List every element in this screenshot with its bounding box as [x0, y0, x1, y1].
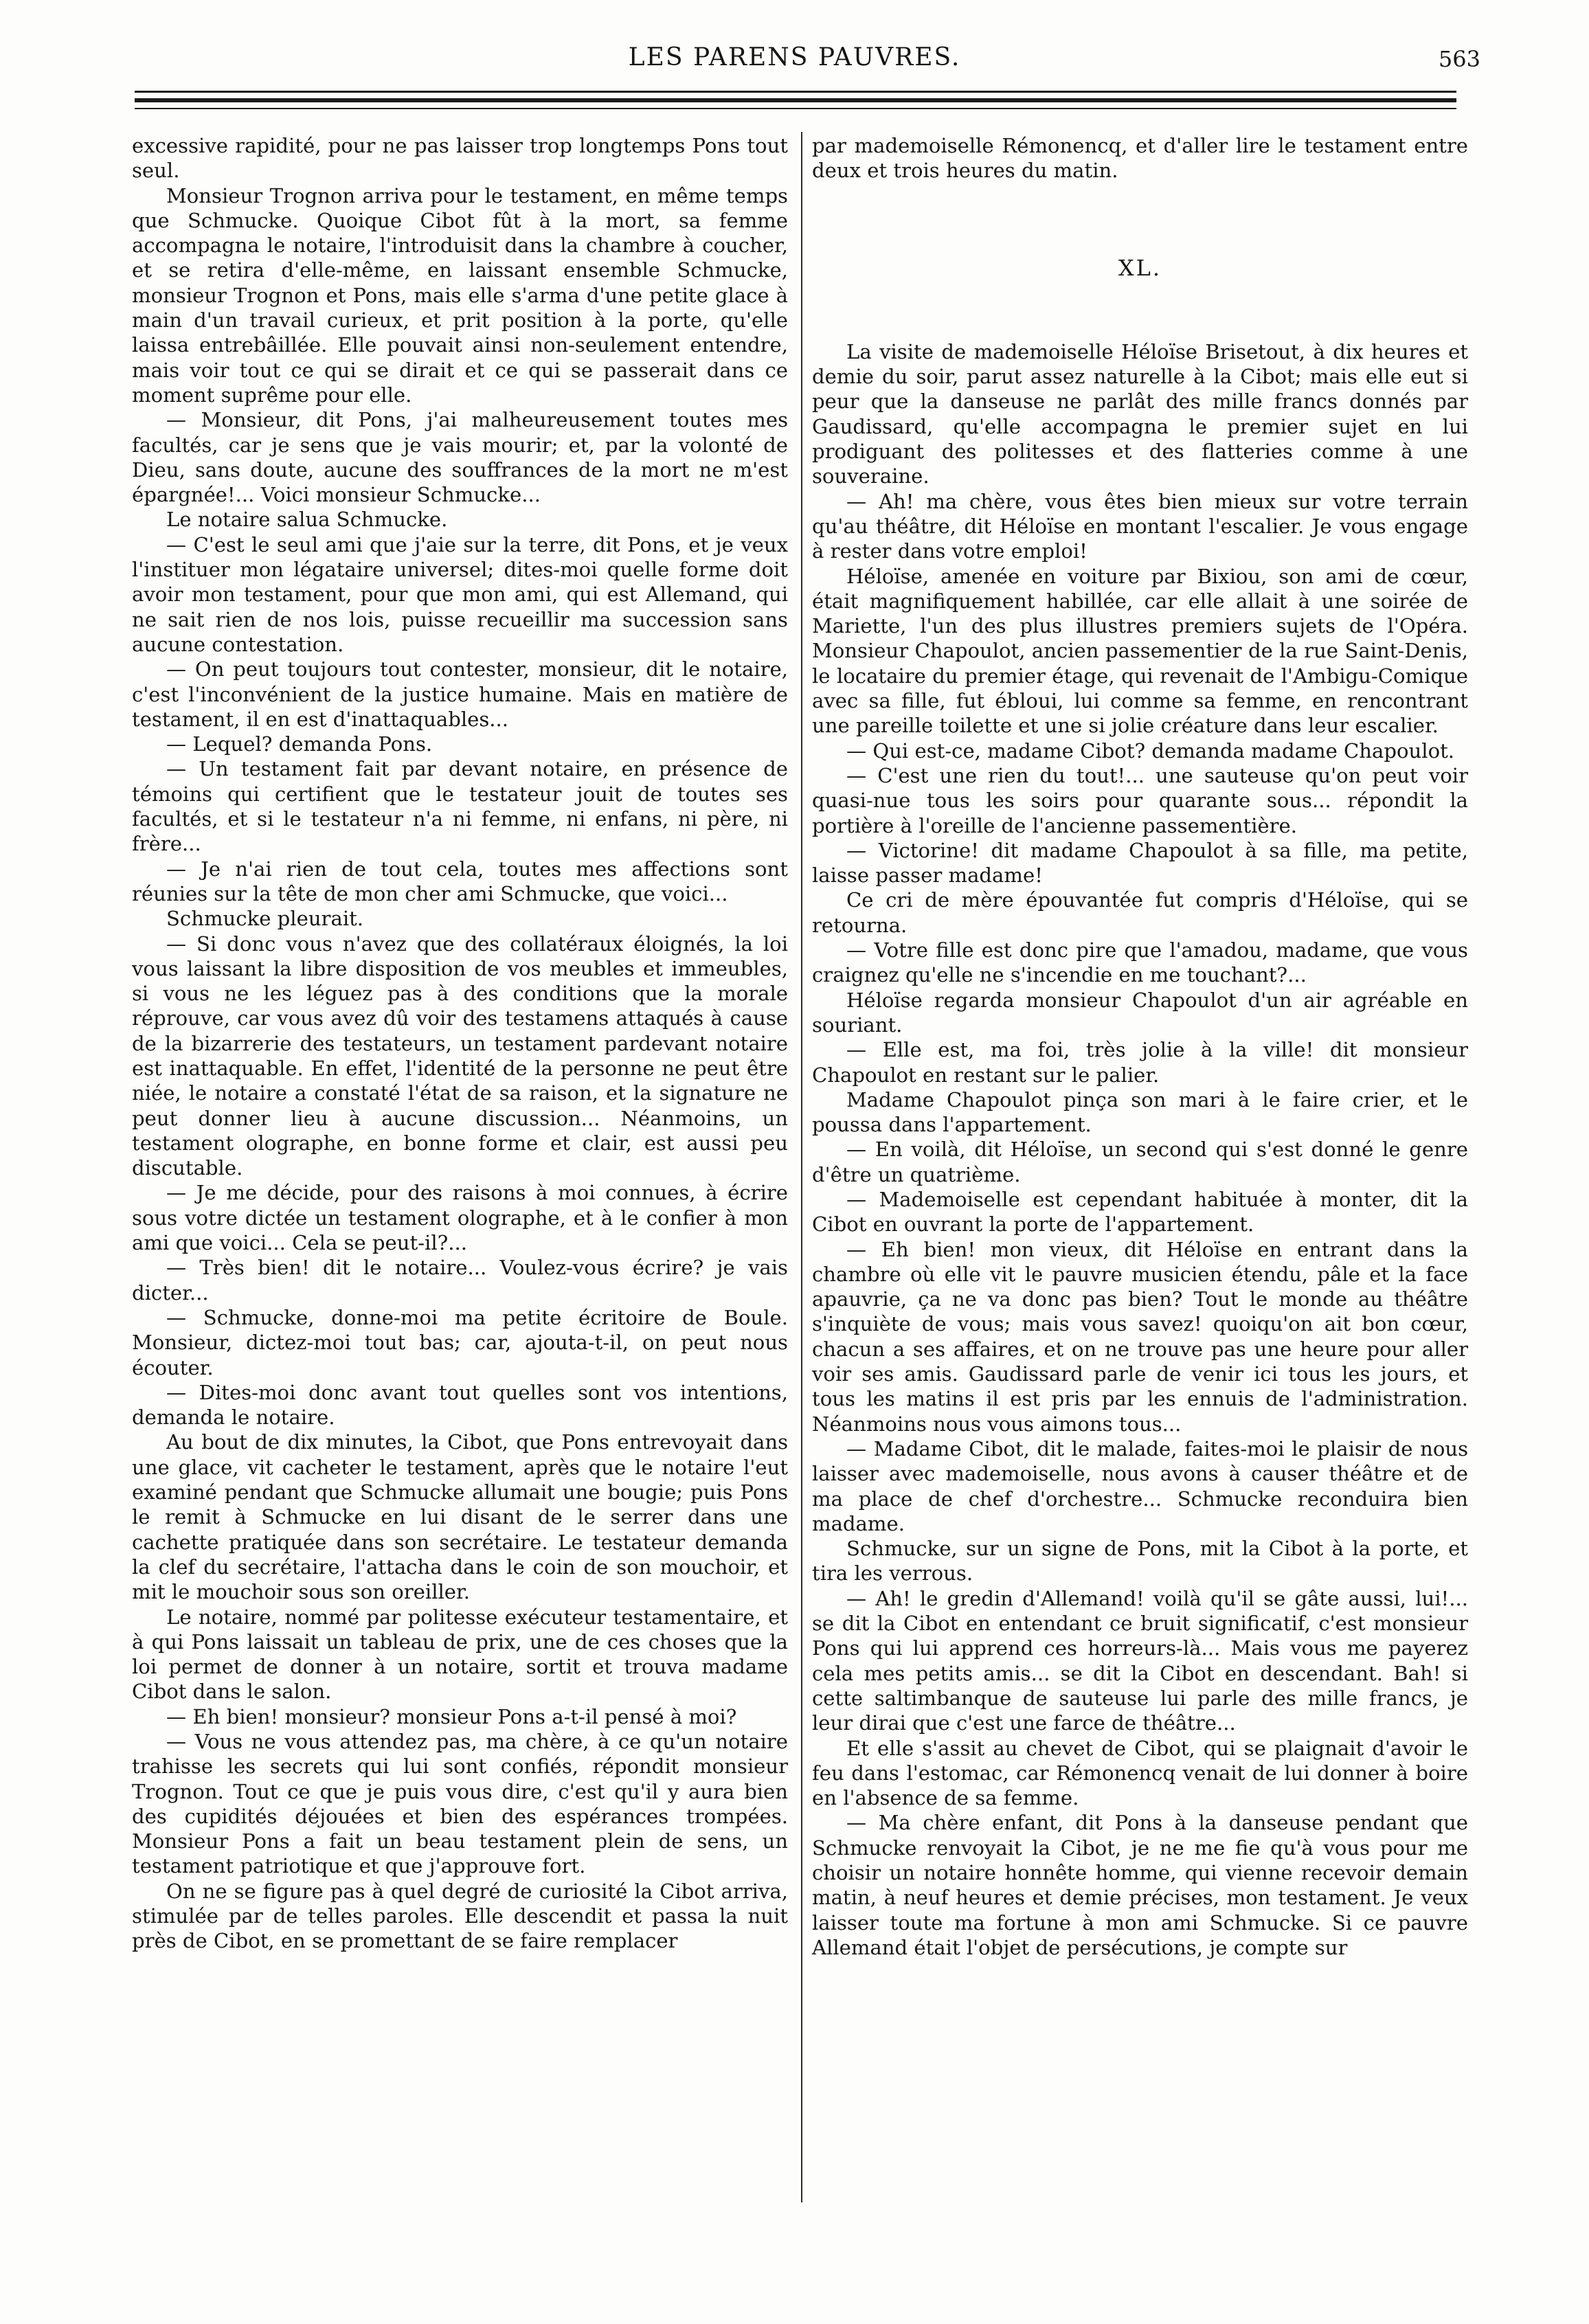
- header-rule-hairline: [135, 108, 1456, 109]
- paragraph: — C'est le seul ami que j'aie sur la terre, dit Pons, et je veux l'instituer mon légataire universel; dites-moi quelle forme doit avoir mon testament, pour que mon ami, qui est Allemand, qui ne sait rien de nos lois, puisse recueillir ma succession sans aucune contestation.: [132, 532, 788, 656]
- paragraph: Monsieur Trognon arriva pour le testament, en même temps que Schmucke. Quoique Cibot fût à la mort, sa femme accompagna le notaire, l'introduisit dans la chambre à coucher, et se retira d'elle-même, en laissant ensemble Schmucke, monsieur Trognon et Pons, mais elle s'arma d'une petite glace à main d'un travail curieux, et prit position à la porte, qu'elle laissa entrebâillée. Elle pouvait ainsi non-seulement entendre, mais voir tout ce qui se dirait et ce qui se passerait dans ce moment suprême pour elle.: [132, 183, 788, 407]
- paragraph: Héloïse, amenée en voiture par Bixiou, son ami de cœur, était magnifiquement habillée, car elle allait à une soirée de Mariette, l'un des plus illustres premiers sujets de l'Opéra. Monsieur Chapoulot, ancien passementier de la rue Saint-Denis, le locataire du premier étage, qui revenait de l'Ambigu-Comique avec sa fille, fut ébloui, lui comme sa femme, en rencontrant une pareille toilette et une si jolie créature dans leur escalier.: [812, 564, 1468, 738]
- paragraph: — Votre fille est donc pire que l'amadou, madame, que vous craignez qu'elle ne s'incendie en me touchant?...: [812, 938, 1468, 987]
- paragraph: Héloïse regarda monsieur Chapoulot d'un air agréable en souriant.: [812, 988, 1468, 1037]
- paragraph: On ne se figure pas à quel degré de curiosité la Cibot arriva, stimulée par de telles paroles. Elle descendit et passa la nuit près de Cibot, en se promettant de se faire remplacer: [132, 1879, 788, 1953]
- paragraph: — Schmucke, donne-moi ma petite écritoire de Boule. Monsieur, dictez-moi tout bas; car, ajouta-t-il, on peut nous écouter.: [132, 1305, 788, 1379]
- paragraph: Au bout de dix minutes, la Cibot, que Pons entrevoyait dans une glace, vit cacheter le testament, après que le notaire l'eut examiné pendant que Schmucke allumait une bougie; puis Pons le remit à Schmucke en lui disant de le serrer dans une cachette pratiquée dans son secrétaire. Le testateur demanda la clef du secrétaire, l'attacha dans le coin de son mouchoir, et mit le mouchoir sous son oreiller.: [132, 1430, 788, 1604]
- paragraph: — Je me décide, pour des raisons à moi connues, à écrire sous votre dictée un testament olographe, et à le confier à mon ami que voici... Cela se peut-il?...: [132, 1181, 788, 1255]
- paragraph: — Eh bien! mon vieux, dit Héloïse en entrant dans la chambre où elle vit le pauvre musicien étendu, pâle et la face apauvrie, ça ne va donc pas bien? Tout le monde au théâtre s'inquiète de vous; mais vous savez! quoiqu'on ait bon cœur, chacun a ses affaires, et on ne trouve pas une heure pour aller voir ses amis. Gaudissard parle de venir ici tous les jours, et tous les matins il est pris par les ennuis de l'administration. Néanmoins nous vous aimons tous...: [812, 1237, 1468, 1436]
- paragraph: — Ah! ma chère, vous êtes bien mieux sur votre terrain qu'au théâtre, dit Héloïse en montant l'escalier. Je vous engage à rester dans votre emploi!: [812, 489, 1468, 563]
- left-column: [132, 133, 788, 1954]
- paragraph: — Ma chère enfant, dit Pons à la danseuse pendant que Schmucke renvoyait la Cibot, je ne me fie qu'à vous pour me choisir un notaire honnête homme, qui vienne recevoir demain matin, à neuf heures et demie précises, mon testament. Je veux laisser toute ma fortune à mon ami Schmucke. Si ce pauvre Allemand était l'objet de persécutions, je compte sur: [812, 1811, 1468, 1959]
- paragraph: — Qui est-ce, madame Cibot? demanda madame Chapoulot.: [846, 738, 1455, 763]
- paragraph: — Elle est, ma foi, très jolie à la ville! dit monsieur Chapoulot en restant sur le palier.: [812, 1038, 1468, 1087]
- paragraph: excessive rapidité, pour ne pas laisser trop longtemps Pons tout seul.: [132, 134, 788, 183]
- paragraph: Madame Chapoulot pinça son mari à le faire crier, et le poussa dans l'appartement.: [812, 1087, 1468, 1137]
- paragraph: Ce cri de mère épouvantée fut compris d'Héloïse, qui se retourna.: [812, 888, 1468, 937]
- paragraph: — Si donc vous n'avez que des collatéraux éloignés, la loi vous laissant la libre disposition de vos meubles et immeubles, si vous ne les léguez pas à des conditions que la morale réprouve, car vous avez dû voir des testamens attaqués à cause de la bizarrerie des testateurs, un testament pardevant notaire est inattaquable. En effet, l'identité de la personne ne peut être niée, le notaire a constaté l'état de sa raison, et la signature ne peut donner lieu à aucune discussion... Néanmoins, un testament olographe, en bonne forme et clair, est aussi peu discutable.: [132, 932, 788, 1180]
- paragraph: — C'est une rien du tout!... une sauteuse qu'on peut voir quasi-nue tous les soirs pour quarante sous... répondit la portière à l'oreille de l'ancienne passementière.: [812, 763, 1468, 837]
- paragraph: Le notaire, nommé par politesse exécuteur testamentaire, et à qui Pons laissait un tableau de prix, une de ces choses que la loi permet de donner à un notaire, sortit et trouva madame Cibot dans le salon.: [132, 1605, 788, 1704]
- header-rule-thick: [135, 98, 1456, 102]
- header-rule-thin: [135, 91, 1456, 93]
- paragraph: — Mademoiselle est cependant habituée à monter, dit la Cibot en ouvrant la porte de l'appartement.: [812, 1187, 1468, 1237]
- chapter-heading: XL.: [1118, 254, 1162, 281]
- paragraph: La visite de mademoiselle Héloïse Brisetout, à dix heures et demie du soir, parut assez naturelle à la Cibot; mais elle eut si peur que la danseuse ne parlât des mille francs donnés par Gaudissard, qu'elle accompagna le premier sujet en lui prodiguant des politesses et des flatteries comme à une souveraine.: [812, 339, 1468, 488]
- paragraph: — Je n'ai rien de tout cela, toutes mes affections sont réunies sur la tête de mon cher ami Schmucke, que voici...: [132, 857, 788, 905]
- paragraph: Schmucke, sur un signe de Pons, mit la Cibot à la porte, et tira les verrous.: [812, 1537, 1468, 1586]
- column-divider: [801, 132, 802, 2202]
- paragraph: — Monsieur, dit Pons, j'ai malheureusement toutes mes facultés, car je sens que je vais mourir; et, par la volonté de Dieu, sans doute, aucune des souffrances de la mort ne m'est épargnée!... Voici monsieur Schmucke...: [132, 408, 788, 507]
- paragraph: — Eh bien! monsieur? monsieur Pons a-t-il pensé à moi?: [166, 1704, 737, 1728]
- paragraph: — Dites-moi donc avant tout quelles sont vos intentions, demanda le notaire.: [132, 1380, 788, 1430]
- paragraph: — Ah! le gredin d'Allemand! voilà qu'il se gâte aussi, lui!... se dit la Cibot en entendant ce bruit significatif, c'est monsieur Pons qui lui apprend ces horreurs-là... Mais vous me payerez cela mes petits amis... se dit la Cibot en descendant. Bah! si cette saltimbanque de sauteuse lui parle des mille francs, je leur dirai que c'est une farce de théâtre...: [812, 1586, 1468, 1735]
- right-column: [812, 133, 1468, 1960]
- paragraph: Et elle s'assit au chevet de Cibot, qui se plaignait d'avoir le feu dans l'estomac, car Rémonencq venait de lui donner à boire en l'absence de sa femme.: [812, 1736, 1468, 1810]
- paragraph: Le notaire salua Schmucke.: [166, 508, 448, 532]
- page-number: 563: [1438, 46, 1480, 72]
- paragraph: Schmucke pleurait.: [166, 907, 364, 931]
- paragraph: — On peut toujours tout contester, monsieur, dit le notaire, c'est l'inconvénient de la justice humaine. Mais en matière de testament, il en est d'inattaquables...: [132, 657, 788, 731]
- paragraph: — Un testament fait par devant notaire, en présence de témoins qui certifient que le testateur jouit de toutes ses facultés, et si le testateur n'a ni femme, ni enfans, ni père, ni frère...: [132, 757, 788, 856]
- running-header-title: LES PARENS PAUVRES.: [628, 43, 961, 71]
- paragraph: — Vous ne vous attendez pas, ma chère, à ce qu'un notaire trahisse les secrets qui lui sont confiés, répondit monsieur Trognon. Tout ce que je puis vous dire, c'est qu'il y aura bien des cupidités déjouées et bien des espérances trompées. Monsieur Pons a fait un beau testament plein de sens, un testament patriotique et que j'approuve fort.: [132, 1730, 788, 1878]
- paragraph: par mademoiselle Rémonencq, et d'aller lire le testament entre deux et trois heures du matin.: [812, 134, 1468, 183]
- paragraph: — Madame Cibot, dit le malade, faites-moi le plaisir de nous laisser avec mademoiselle, nous avons à causer théâtre et de ma place de chef d'orchestre... Schmucke reconduira bien madame.: [812, 1436, 1468, 1535]
- paragraph: — Lequel? demanda Pons.: [166, 732, 433, 756]
- paragraph: — Victorine! dit madame Chapoulot à sa fille, ma petite, laisse passer madame!: [812, 838, 1468, 888]
- paragraph: — Très bien! dit le notaire... Voulez-vous écrire? je vais dicter...: [132, 1256, 788, 1305]
- paragraph: — En voilà, dit Héloïse, un second qui s'est donné le genre d'être un quatrième.: [812, 1138, 1468, 1186]
